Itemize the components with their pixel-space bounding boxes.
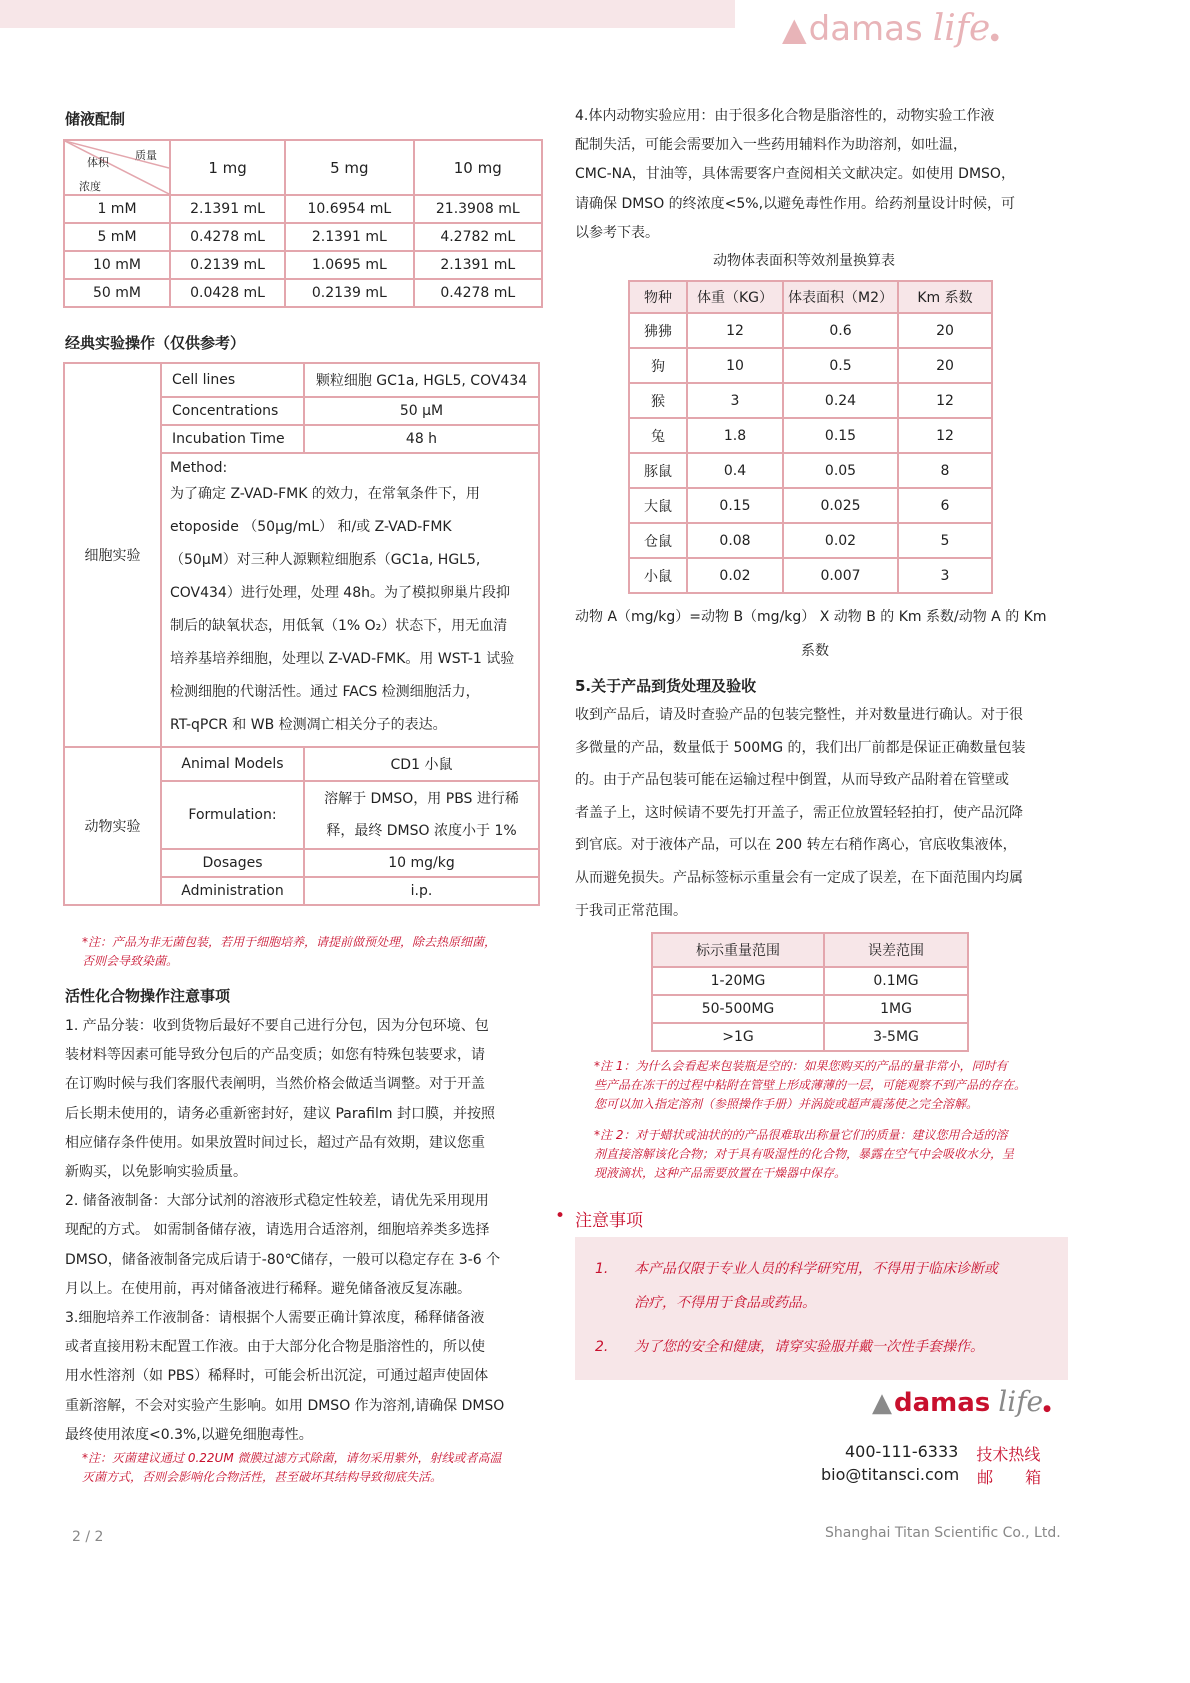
- animal-row: [629, 523, 992, 558]
- animal-area: 0.6: [783, 313, 898, 348]
- animal-models-value: CD1 小鼠: [304, 747, 539, 781]
- method-line: RT-qPCR 和 WB 检测凋亡相关分子的表达。: [170, 717, 447, 733]
- weight-col-header: 误差范围: [824, 933, 968, 967]
- cell-lines-label: Cell lines: [161, 363, 304, 397]
- km-formula: [575, 600, 1055, 668]
- animal-species: 仓鼠: [629, 523, 687, 558]
- stock-conc: 10 mM: [64, 251, 170, 279]
- stock-conc: 1 mM: [64, 195, 170, 223]
- invivo-line: 请确保 DMSO 的终浓度<5%,以避免毒性作用。给药剂量设计时候，可: [575, 195, 1016, 212]
- admin-value: i.p.: [304, 877, 539, 905]
- animal-species: 小鼠: [629, 558, 687, 593]
- header-bar: [0, 0, 735, 28]
- stock-cell: 0.2139 mL: [170, 251, 285, 279]
- arrival-paragraph: [575, 699, 1055, 927]
- animal-species: 大鼠: [629, 488, 687, 523]
- animal-area: 0.02: [783, 523, 898, 558]
- experiment-title: 经典实验操作（仅供参考）: [65, 334, 246, 352]
- corner-bottom-label: 浓度: [79, 180, 101, 193]
- stock-cell: 10.6954 mL: [285, 195, 413, 223]
- logo-life: life: [998, 1385, 1044, 1418]
- admin-label: Administration: [161, 877, 304, 905]
- method-line: etoposide （50μg/mL） 和/或 Z-VAD-FMK: [170, 519, 452, 535]
- arrival-line: 的。由于产品包装可能在运输过程中倒置，从而导致产品附着在管壁或: [575, 772, 1009, 789]
- caution-item-2-text: [634, 1330, 984, 1364]
- animal-area: 0.15: [783, 418, 898, 453]
- logo-triangle-icon: ▲: [782, 10, 807, 48]
- km-formula-line: 动物 A（mg/kg）=动物 B（mg/kg） X 动物 B 的 Km 系数/动物 A 的 Km: [575, 609, 1047, 625]
- stock-row: [64, 251, 542, 279]
- arrival-line: 从而避免损失。产品标签标示重量会有一定成了误差，在下面范围内均属: [575, 869, 1023, 886]
- caution-heading: [555, 1206, 643, 1231]
- stock-cell: 4.2782 mL: [414, 223, 542, 251]
- email-label: 邮 箱: [977, 1468, 1042, 1487]
- animal-models-label: Animal Models: [161, 747, 304, 781]
- stock-conc: 50 mM: [64, 279, 170, 307]
- animal-km: 20: [898, 348, 992, 383]
- stock-col-header: 1 mg: [170, 140, 285, 195]
- weight-row: [652, 995, 968, 1023]
- contact-phone: [845, 1442, 1040, 1465]
- logo-triangle-icon: ▲: [872, 1388, 892, 1418]
- dosages-label: Dosages: [161, 849, 304, 877]
- phone-number: 400-111-6333: [845, 1442, 959, 1461]
- cell-lines-value: 颗粒细胞 GC1a, HGL5, COV434: [304, 363, 539, 397]
- active-line: DMSO，储备液制备完成后请于-80℃储存，一般可以稳定存在 3-6 个: [65, 1251, 501, 1268]
- stock-row: [64, 195, 542, 223]
- stock-title: 储液配制: [65, 110, 126, 128]
- active-line: 新购买，以免影响实验质量。: [65, 1164, 247, 1181]
- phone-label: 技术热线: [976, 1445, 1041, 1464]
- weight-error: 3-5MG: [824, 1023, 968, 1051]
- formulation-label: Formulation:: [161, 781, 304, 849]
- active-line: 相应储存条件使用。如果放置时间过长，超过产品有效期，建议您重: [65, 1134, 485, 1151]
- animal-col-header: Km 系数: [898, 281, 992, 313]
- method-label: Method:: [170, 460, 228, 476]
- email-address: bio@titansci.com: [821, 1465, 960, 1484]
- stock-conc: 5 mM: [64, 223, 170, 251]
- company-name: Shanghai Titan Scientific Co., Ltd.: [825, 1525, 1061, 1541]
- animal-species: 兔: [629, 418, 687, 453]
- logo-life: life: [932, 8, 991, 49]
- arrival-line: 者盖子上，这时候请不要先打开盖子，需正位放置轻轻拍打，使产品沉降: [575, 804, 1023, 821]
- arrival-title: 5.关于产品到货处理及验收: [575, 677, 757, 695]
- caution-line: 为了您的安全和健康，请穿实验服并戴一次性手套操作。: [634, 1339, 984, 1355]
- active-line: 1. 产品分装：收到货物后最好不要自己进行分包，因为分包环境、包: [65, 1018, 489, 1034]
- incubation-value: 48 h: [304, 425, 539, 453]
- active-title: 活性化合物操作注意事项: [65, 987, 231, 1005]
- concentrations-label: Concentrations: [161, 397, 304, 425]
- caution-bullet-icon: •: [555, 1206, 566, 1226]
- animal-row: [629, 558, 992, 593]
- stock-cell: 21.3908 mL: [414, 195, 542, 223]
- sterilize-note-line: 灭菌方式，否则会影响化合物活性，甚至破坏其结构导致彻底失活。: [82, 1470, 443, 1484]
- sterile-note-line: *注：产品为非无菌包装，若用于细胞培养，请提前做预处理，除去热原细菌，: [82, 935, 497, 949]
- corner-mid-label: 体积: [87, 156, 109, 169]
- arrival-note-line: *注 2：对于蜡状或油状的的产品很难取出称量它们的质量：建议您用合适的溶: [594, 1128, 1008, 1142]
- animal-weight: 0.02: [687, 558, 783, 593]
- animal-species: 狒狒: [629, 313, 687, 348]
- active-line: 最终使用浓度<0.3%,以避免细胞毒性。: [65, 1426, 313, 1443]
- animal-weight: 3: [687, 383, 783, 418]
- animal-weight: 1.8: [687, 418, 783, 453]
- invivo-line: 以参考下表。: [575, 224, 659, 241]
- weight-error: 0.1MG: [824, 967, 968, 995]
- caution-item-1-text: [634, 1252, 998, 1320]
- animal-row: [629, 383, 992, 418]
- caution-item-1: [595, 1252, 608, 1286]
- sterilize-note: [82, 1449, 502, 1487]
- invivo-paragraph: [575, 102, 1055, 248]
- active-line: 用水性溶剂（如 PBS）稀释时，可能会析出沉淀，可通过超声使固体: [65, 1368, 489, 1385]
- caution-line: 治疗，不得用于食品或药品。: [634, 1295, 816, 1311]
- invivo-line: 配制失活，可能会需要加入一些药用辅料作为助溶剂，如吐温，: [575, 137, 967, 154]
- logo-name: damas: [808, 9, 923, 49]
- registered-icon: ●: [990, 32, 1000, 43]
- active-line: 或者直接用粉末配置工作液。由于大部分化合物是脂溶性的，所以使: [65, 1339, 485, 1356]
- active-line: 装材料等因素可能导致分包后的产品变质；如您有特殊包装要求，请: [65, 1047, 485, 1064]
- active-line: 3.细胞培养工作液制备：请根据个人需要正确计算浓度，稀释储备液: [65, 1310, 485, 1327]
- arrival-note-line: 现液滴状，这种产品需要放置在干燥器中保存。: [594, 1166, 847, 1180]
- animal-species: 狗: [629, 348, 687, 383]
- animal-species: 豚鼠: [629, 453, 687, 488]
- animal-weight: 10: [687, 348, 783, 383]
- experiment-table: [63, 362, 540, 906]
- method-line: 检测细胞的代谢活性。通过 FACS 检测细胞活力，: [170, 684, 480, 700]
- stock-corner-cell: [64, 140, 170, 195]
- sterile-note-line: 否则会导致染菌。: [82, 954, 179, 968]
- animal-col-header: 体重（KG）: [687, 281, 783, 313]
- weight-range: >1G: [652, 1023, 824, 1051]
- animal-col-header: 体表面积（M2）: [783, 281, 898, 313]
- method-line: COV434）进行处理，处理 48h。为了模拟卵巢片段抑: [170, 585, 510, 601]
- stock-row: [64, 223, 542, 251]
- method-line: （50μM）对三种人源颗粒细胞系（GC1a, HGL5,: [170, 552, 481, 568]
- weight-range: 1-20MG: [652, 967, 824, 995]
- invivo-line: 4.体内动物实验应用：由于很多化合物是脂溶性的，动物实验工作液: [575, 108, 995, 124]
- caution-line: 本产品仅限于专业人员的科学研究用，不得用于临床诊断或: [634, 1261, 998, 1277]
- weight-tolerance-table: [651, 932, 969, 1052]
- active-line: 后长期未使用的，请务必重新密封好，建议 Parafilm 封口膜，并按照: [65, 1105, 495, 1122]
- animal-km: 3: [898, 558, 992, 593]
- animal-row: [629, 313, 992, 348]
- animal-km: 12: [898, 383, 992, 418]
- stock-cell: 0.2139 mL: [285, 279, 413, 307]
- incubation-label: Incubation Time: [161, 425, 304, 453]
- arrival-line: 到官底。对于液体产品，可以在 200 转左右稍作离心，官底收集液体，: [575, 837, 1017, 854]
- arrival-note-1: [594, 1057, 1026, 1114]
- stock-cell: 0.4278 mL: [414, 279, 542, 307]
- active-paragraphs: [65, 1012, 535, 1450]
- animal-km: 6: [898, 488, 992, 523]
- method-line: 为了确定 Z-VAD-FMK 的效力，在常氧条件下，用: [170, 486, 480, 502]
- caution-num: 2.: [595, 1339, 609, 1355]
- arrival-note-line: 您可以加入指定溶剂（参照操作手册）并涡旋或超声震荡使之完全溶解。: [594, 1097, 979, 1111]
- animal-table-title: 动物体表面积等效剂量换算表: [713, 253, 895, 269]
- arrival-note-line: 些产品在冻干的过程中粘附在管壁上形成薄薄的一层，可能观察不到产品的存在。: [594, 1078, 1027, 1092]
- method-line: 培养基培养细胞，处理以 Z-VAD-FMK。用 WST-1 试验: [170, 651, 515, 667]
- stock-col-header: 10 mg: [414, 140, 542, 195]
- animal-weight: 0.4: [687, 453, 783, 488]
- stock-col-header: 5 mg: [285, 140, 413, 195]
- arrival-line: 收到产品后，请及时查验产品的包装完整性，并对数量进行确认。对于很: [575, 707, 1023, 723]
- concentrations-value: 50 μM: [304, 397, 539, 425]
- caution-item-2: [595, 1330, 608, 1364]
- dosages-value: 10 mg/kg: [304, 849, 539, 877]
- animal-area: 0.05: [783, 453, 898, 488]
- animal-weight: 0.15: [687, 488, 783, 523]
- sterilize-note-line: *注：灭菌建议通过 0.22UM 微膜过滤方式除菌，请勿采用紫外，射线或者高温: [82, 1451, 502, 1465]
- contact-email: [821, 1465, 1041, 1488]
- sterile-note: [82, 933, 496, 971]
- weight-error: 1MG: [824, 995, 968, 1023]
- formulation-line: 释，最终 DMSO 浓度小于 1%: [326, 823, 517, 839]
- arrival-note-2: [594, 1126, 1014, 1183]
- stock-cell: 2.1391 mL: [170, 195, 285, 223]
- animal-row: [629, 418, 992, 453]
- animal-km: 12: [898, 418, 992, 453]
- arrival-note-line: 剂直接溶解该化合物；对于具有吸湿性的化合物，暴露在空气中会吸收水分，呈: [594, 1147, 1015, 1161]
- stock-table: [63, 139, 543, 308]
- active-line: 在订购时候与我们客服代表阐明，当然价格会做适当调整。对于开盖: [65, 1076, 485, 1093]
- stock-cell: 2.1391 mL: [414, 251, 542, 279]
- animal-row: [629, 453, 992, 488]
- caution-title: 注意事项: [575, 1211, 644, 1231]
- animal-km: 20: [898, 313, 992, 348]
- active-line: 月以上。在使用前，再对储备液进行稀释。避免储备液反复冻融。: [65, 1280, 471, 1297]
- formulation-value: [304, 781, 539, 849]
- stock-cell: 0.4278 mL: [170, 223, 285, 251]
- active-line: 重新溶解，不会对实验产生影响。如用 DMSO 作为溶剂,请确保 DMSO: [65, 1397, 505, 1414]
- animal-area: 0.24: [783, 383, 898, 418]
- logo-name: damas: [894, 1388, 991, 1418]
- contact-logo: [872, 1385, 1051, 1418]
- weight-row: [652, 1023, 968, 1051]
- invivo-line: CMC-NA，甘油等，具体需要客户查阅相关文献决定。如使用 DMSO，: [575, 166, 1015, 183]
- animal-group-label: 动物实验: [64, 747, 161, 905]
- animal-area: 0.007: [783, 558, 898, 593]
- weight-range: 50-500MG: [652, 995, 824, 1023]
- arrival-line: 多微量的产品，数量低于 500MG 的，我们出厂前都是保证正确数量包装: [575, 739, 1026, 756]
- arrival-line: 于我司正常范围。: [575, 902, 687, 919]
- animal-dose-table: [628, 280, 993, 594]
- km-formula-line: 系数: [801, 643, 829, 659]
- active-line: 现配的方式。 如需制备储存液，请选用合适溶剂，细胞培养类多选择: [65, 1222, 490, 1239]
- stock-cell: 0.0428 mL: [170, 279, 285, 307]
- active-line: 2. 储备液制备：大部分试剂的溶液形式稳定性较差，请优先采用现用: [65, 1193, 489, 1210]
- animal-row: [629, 488, 992, 523]
- weight-col-header: 标示重量范围: [652, 933, 824, 967]
- animal-area: 0.025: [783, 488, 898, 523]
- brand-logo: [782, 8, 999, 49]
- animal-km: 5: [898, 523, 992, 558]
- animal-row: [629, 348, 992, 383]
- method-cell: [161, 453, 539, 747]
- formulation-line: 溶解于 DMSO，用 PBS 进行稀: [324, 791, 519, 807]
- stock-cell: 2.1391 mL: [285, 223, 413, 251]
- stock-cell: 1.0695 mL: [285, 251, 413, 279]
- animal-species: 猴: [629, 383, 687, 418]
- arrival-note-line: *注 1：为什么会看起来包装瓶是空的：如果您购买的产品的量非常小，同时有: [594, 1059, 1008, 1073]
- page-number: 2 / 2: [72, 1529, 104, 1545]
- animal-weight: 12: [687, 313, 783, 348]
- animal-col-header: 物种: [629, 281, 687, 313]
- stock-row: [64, 279, 542, 307]
- registered-icon: ●: [1043, 1404, 1051, 1414]
- cell-group-label: 细胞实验: [64, 363, 161, 747]
- animal-area: 0.5: [783, 348, 898, 383]
- corner-top-label: 质量: [135, 149, 157, 162]
- method-line: 制后的缺氧状态，用低氧（1% O₂）状态下，用无血清: [170, 618, 508, 634]
- weight-row: [652, 967, 968, 995]
- animal-km: 8: [898, 453, 992, 488]
- animal-weight: 0.08: [687, 523, 783, 558]
- caution-num: 1.: [595, 1261, 609, 1277]
